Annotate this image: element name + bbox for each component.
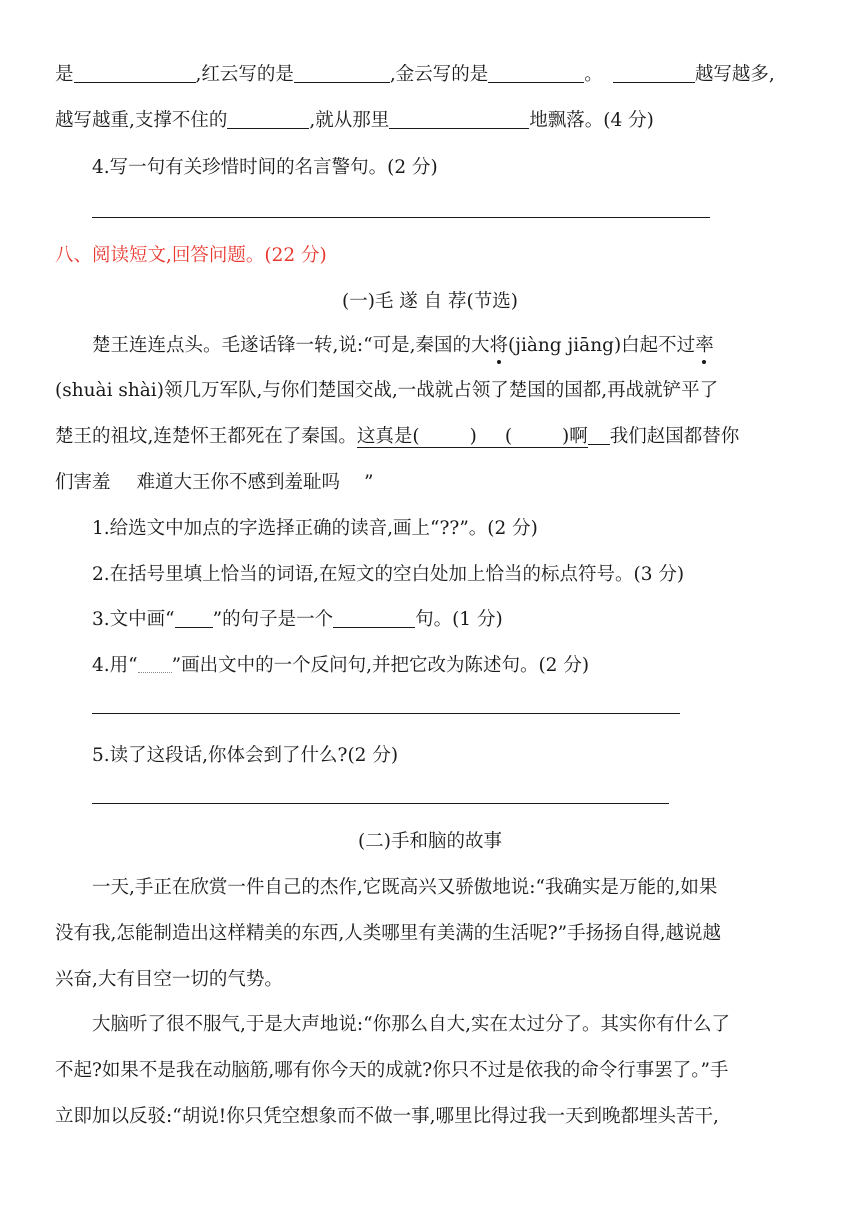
punctuation-blank[interactable] (588, 424, 610, 445)
section-heading: 八、阅读短文,回答问题。(22 分) (55, 245, 327, 266)
passage-1-line-3: 楚王的祖坟,连楚怀王都死在了秦国。这真是( ) ( )啊 我们赵国都替你 (55, 426, 740, 447)
question-8-5: 5.读了这段话,你体会到了什么?(2 分) (92, 745, 399, 766)
passage-1-line-4: 们害羞 难道大王你不感到羞耻吗 ” (55, 472, 374, 493)
blank[interactable] (227, 108, 309, 129)
blank[interactable] (74, 62, 196, 83)
blank[interactable] (333, 607, 415, 628)
passage-2-line-3: 兴奋,大有目空一切的气势。 (55, 969, 283, 990)
passage-2-line-5: 不起?如果不是我在动脑筋,哪有你今天的成就?你只不过是依我的命令行事罢了。”手 (55, 1060, 729, 1081)
fill-line-2: 越写越重,支撑不住的 ,就从那里 地飘落。(4 分) (55, 110, 654, 131)
passage-title-1: (一)毛 遂 自 荐(节选) (341, 291, 518, 312)
question-8-4: 4.用“ ”画出文中的一个反问句,并把它改为陈述句。(2 分) (92, 655, 590, 676)
answer-line[interactable] (92, 217, 710, 218)
blank[interactable] (294, 62, 390, 83)
passage-title-2: (二)手和脑的故事 (358, 831, 502, 852)
dotted-char: 将 (489, 333, 508, 359)
passage-2-line-4: 大脑听了很不服气,于是大声地说:“你那么自大,实在太过分了。其实你有什么了 (92, 1014, 730, 1035)
answer-line[interactable] (92, 803, 669, 804)
passage-2-line-1: 一天,手正在欣赏一件自己的杰作,它既高兴又骄傲地说:“我确实是万能的,如果 (92, 877, 718, 898)
blank[interactable] (389, 108, 529, 129)
passage-1-line-1: 楚王连连点头。毛遂话锋一转,说:“可是,秦国的大将(jiàng jiāng)白起不过率 (92, 333, 714, 359)
fill-line-1: 是 ,红云写的是 ,金云写的是 。 越写越多, (55, 64, 775, 85)
underline-sample (175, 607, 213, 628)
passage-2-line-6: 立即加以反驳:“胡说!你只凭空想象而不做一事,哪里比得过我一天到晚都埋头苦干, (55, 1106, 719, 1127)
passage-2-line-2: 没有我,怎能制造出这样精美的东西,人类哪里有美满的生活呢?”手扬扬自得,越说越 (55, 923, 722, 944)
question-8-2: 2.在括号里填上恰当的词语,在短文的空白处加上恰当的标点符号。(3 分) (92, 564, 685, 585)
dotted-char: 率 (695, 333, 714, 359)
wavy-line-sample (138, 662, 172, 673)
blank[interactable] (613, 62, 695, 83)
question-7-4: 4.写一句有关珍惜时间的名言警句。(2 分) (92, 157, 438, 178)
answer-line[interactable] (92, 713, 680, 714)
question-8-3: 3.文中画“ ”的句子是一个 句。(1 分) (92, 609, 503, 630)
passage-1-line-2: (shuài shài)领几万军队,与你们楚国交战,一战就占领了楚国的国都,再战就铲平了 (55, 380, 719, 401)
question-8-1: 1.给选文中加点的字选择正确的读音,画上“??”。(2 分) (92, 518, 538, 539)
blank[interactable] (488, 62, 584, 83)
underlined-sentence: 这真是( ) ( )啊 (356, 426, 588, 447)
